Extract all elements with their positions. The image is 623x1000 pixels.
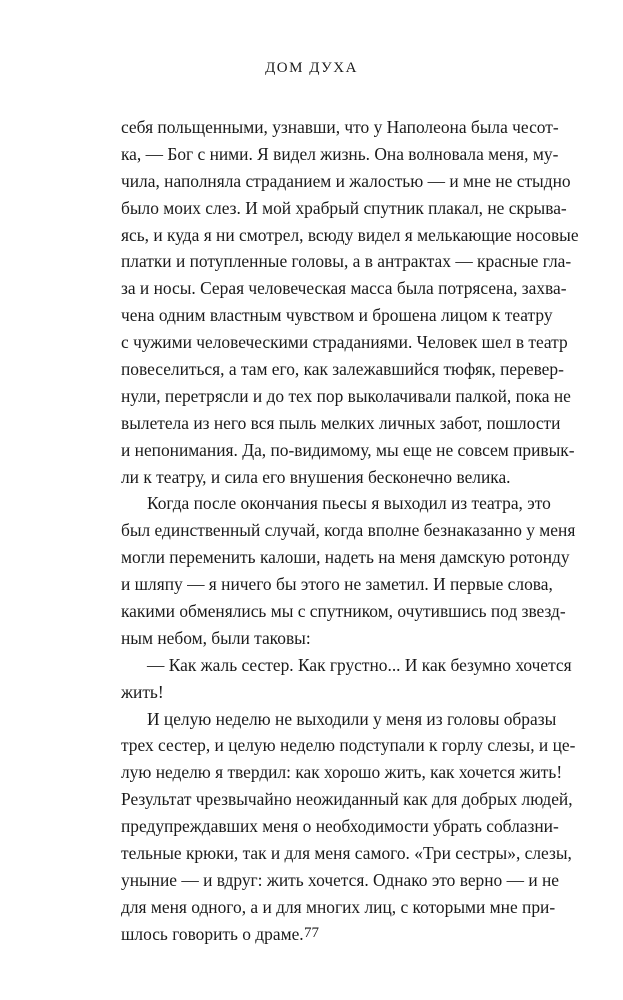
text-line: было моих слез. И мой храбрый спутник плакал, не скрыва- (121, 197, 567, 218)
text-line: могли переменить калоши, надеть на меня дамскую ротонду (121, 547, 570, 568)
text-line: за и носы. Серая человеческая масса была потрясена, захва- (121, 278, 567, 299)
text-line: повеселиться, а там его, как залежавшийся тюфяк, перевер- (121, 359, 564, 380)
text-line: ли к театру, и сила его внушения бесконечно велика. (121, 466, 511, 487)
text-line: Результат чрезвычайно неожиданный как для добрых людей, (121, 789, 573, 810)
text-line: какими обменялись мы с спутником, очутившись под звезд- (121, 601, 566, 622)
text-line: для меня одного, а и для многих лиц, с которыми мне при- (121, 896, 556, 917)
text-line: И целую неделю не выходили у меня из головы образы (147, 708, 557, 729)
text-line: платки и потупленные головы, а в антрактах — красные гла- (121, 251, 572, 272)
text-line: был единственный случай, когда вполне безнаказанно у меня (121, 520, 576, 541)
text-line: ным небом, были таковы: (121, 627, 311, 648)
text-line: трех сестер, и целую неделю подступали к горлу слезы, и це- (121, 735, 576, 756)
text-line: лую неделю я твердил: как хорошо жить, как хочется жить! (121, 762, 563, 783)
text-line: себя польщенными, узнавши, что у Наполеона была чесот- (121, 117, 559, 137)
text-line: жить! (121, 681, 164, 702)
text-line: шлось говорить о драме. (121, 923, 304, 944)
text-line: предупреждавших меня о необходимости убрать соблазни- (121, 816, 559, 837)
text-line: тельные крюки, так и для меня самого. «Три сестры», слезы, (121, 843, 572, 864)
text-line: нули, перетрясли и до тех пор выколачивали палкой, пока не (121, 385, 571, 406)
page-body-text (121, 114, 579, 948)
text-line: и непонимания. Да, по-видимому, мы еще не совсем привык- (121, 439, 575, 460)
running-title: ДОМ ДУХА (265, 60, 358, 76)
text-line: Когда после окончания пьесы я выходил из театра, это (147, 493, 551, 514)
text-line: с чужими человеческими страданиями. Человек шел в театр (121, 332, 568, 353)
text-line: чена одним властным чувством и брошена лицом к театру (121, 305, 553, 326)
page-number: 77 (304, 925, 319, 941)
text-line: уныние — и вдруг: жить хочется. Однако это верно — и не (121, 869, 560, 890)
text-line: и шляпу — я ничего бы этого не заметил. И первые слова, (121, 574, 553, 595)
text-line: — Как жаль сестер. Как грустно... И как безумно хочется (147, 654, 572, 675)
text-line: ка, — Бог с ними. Я видел жизнь. Она волновала меня, му- (121, 143, 559, 164)
text-line: ясь, и куда я ни смотрел, всюду видел я мелькающие носовые (121, 224, 579, 245)
text-line: чила, наполняла страданием и жалостью — и мне не стыдно (121, 170, 571, 191)
text-line: вылетела из него вся пыль мелких личных забот, пошлости (121, 412, 561, 433)
